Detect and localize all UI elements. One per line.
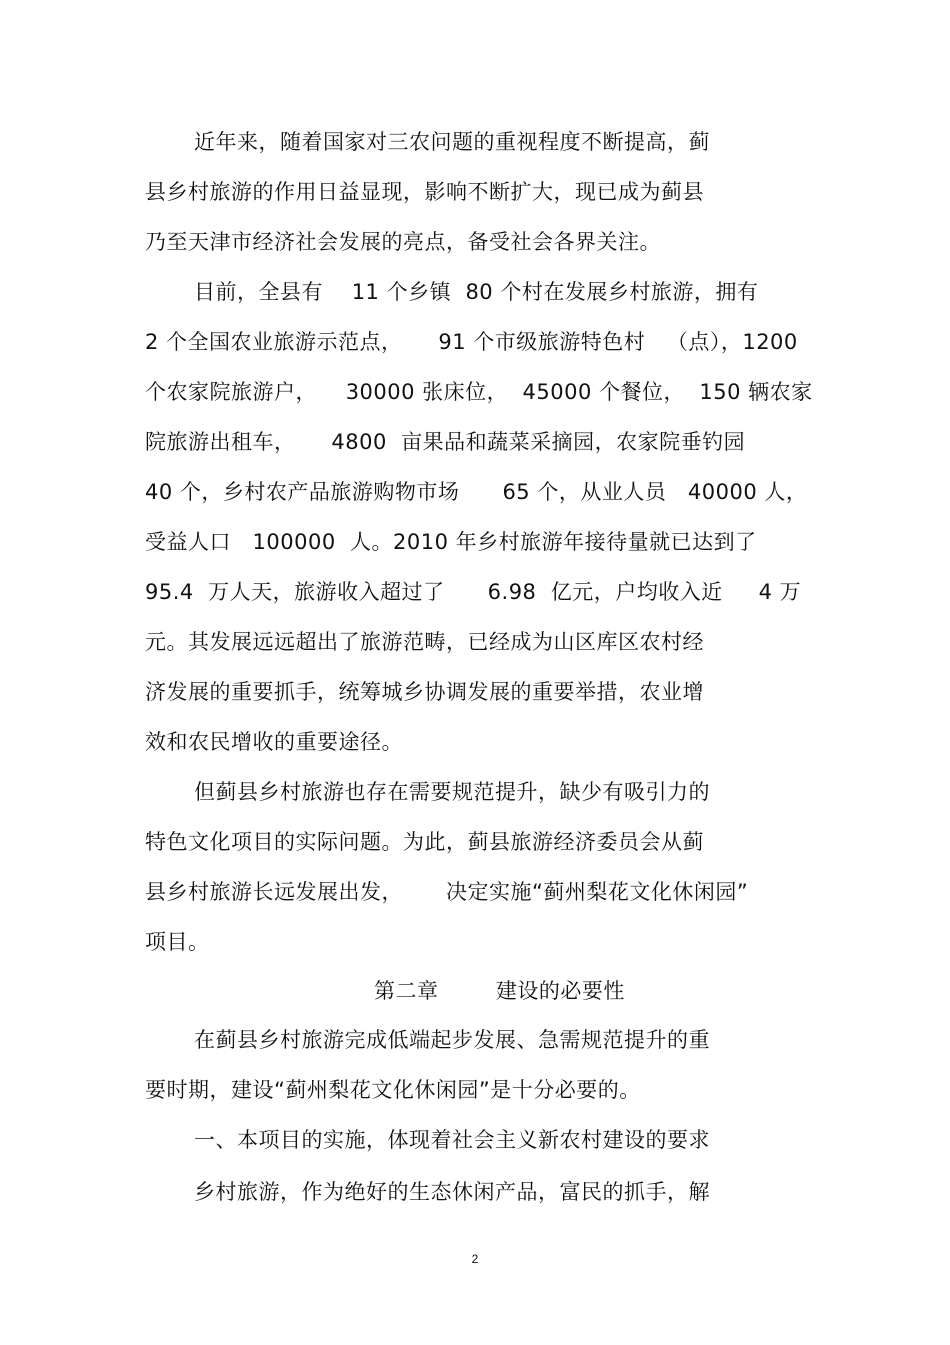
paragraph-line: 在蓟县乡村旅游完成低端起步发展、急需规范提升的重 — [194, 1028, 710, 1052]
paragraph-line: 乃至天津市经济社会发展的亮点，备受社会各界关注。 — [145, 230, 661, 254]
page-number: 2 — [471, 1252, 479, 1266]
paragraph-line: 元。其发展远远超出了旅游范畴，已经成为山区库区农村经 — [145, 630, 704, 654]
paragraph-line: 2 个全国农业旅游示范点， 91 个市级旅游特色村 （点），1200 — [145, 330, 798, 354]
paragraph-line: 特色文化项目的实际问题。为此，蓟县旅游经济委员会从蓟 — [145, 830, 704, 854]
paragraph-line: 95.4 万人天，旅游收入超过了 6.98 亿元，户均收入近 4 万 — [145, 580, 802, 604]
paragraph-line: 40 个，乡村农产品旅游购物市场 65 个，从业人员 40000 人， — [145, 480, 808, 504]
paragraph-line: 受益人口 100000 人。2010 年乡村旅游年接待量就已达到了 — [145, 530, 757, 554]
paragraph-line: 效和农民增收的重要途径。 — [145, 730, 403, 754]
paragraph-line: 要时期，建设“蓟州梨花文化休闲园”是十分必要的。 — [145, 1078, 641, 1102]
paragraph-line: 县乡村旅游长远发展出发， 决定实施“蓟州梨花文化休闲园” — [145, 880, 749, 904]
paragraph-line: 项目。 — [145, 930, 210, 954]
section-heading: 一、本项目的实施，体现着社会主义新农村建设的要求 — [194, 1128, 710, 1152]
paragraph-line: 县乡村旅游的作用日益显现，影响不断扩大，现已成为蓟县 — [145, 180, 704, 204]
paragraph-line: 近年来，随着国家对三农问题的重视程度不断提高，蓟 — [194, 130, 710, 154]
paragraph-line: 但蓟县乡村旅游也存在需要规范提升，缺少有吸引力的 — [194, 780, 710, 804]
paragraph-line: 院旅游出租车， 4800 亩果品和蔬菜采摘园，农家院垂钓园 — [145, 430, 746, 454]
paragraph-line: 个农家院旅游户， 30000 张床位， 45000 个餐位， 150 辆农家 — [145, 380, 813, 404]
chapter-heading: 第二章 建设的必要性 — [374, 979, 625, 1003]
paragraph-line: 乡村旅游，作为绝好的生态休闲产品，富民的抓手，解 — [194, 1180, 710, 1204]
paragraph-line: 目前，全县有 11 个乡镇 80 个村在发展乡村旅游，拥有 — [194, 280, 759, 304]
paragraph-line: 济发展的重要抓手，统筹城乡协调发展的重要举措，农业增 — [145, 680, 704, 704]
